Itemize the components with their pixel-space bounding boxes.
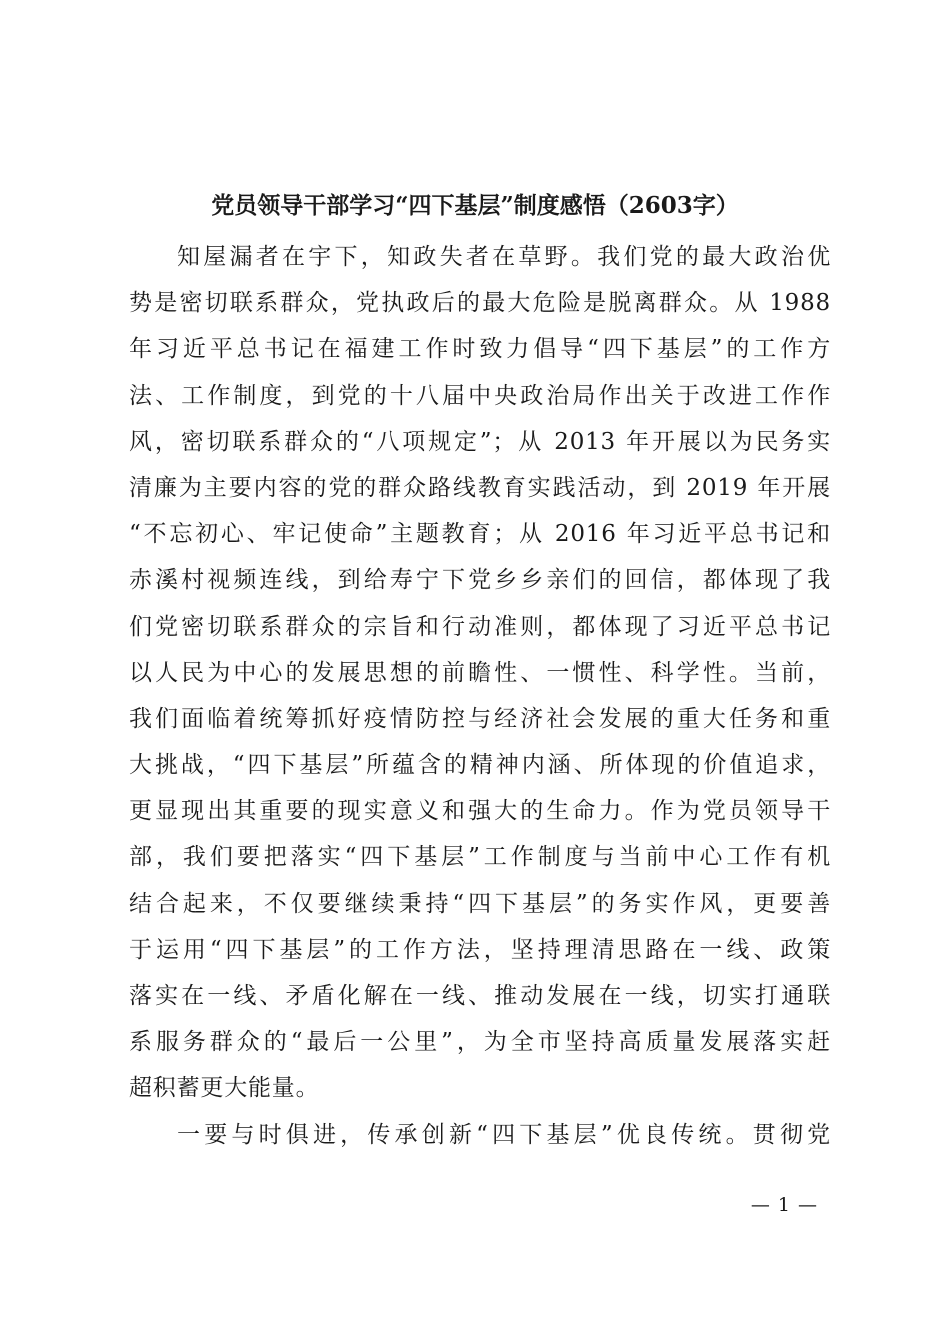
text-line: 大挑战，“四下基层”所蕴含的精神内涵、所体现的价值追求， xyxy=(129,752,831,779)
text-line: 法、工作制度，到党的十八届中央政治局作出关于改进工作作 xyxy=(129,382,831,409)
text-line: 更显现出其重要的现实意义和强大的生命力。作为党员领导干 xyxy=(129,798,831,825)
text-line: 系服务群众的“最后一公里”，为全市坚持高质量发展落实赶 xyxy=(129,1029,831,1056)
text-line: 部，我们要把落实“四下基层”工作制度与当前中心工作有机 xyxy=(129,844,831,871)
text-line: “不忘初心、牢记使命”主题教育；从 2016 年习近平总书记和 xyxy=(129,521,831,548)
text-line: 年习近平总书记在福建工作时致力倡导“四下基层”的工作方 xyxy=(129,336,831,363)
document-body xyxy=(129,234,831,1158)
paragraph-1 xyxy=(129,234,831,1112)
text-line: 结合起来，不仅要继续秉持“四下基层”的务实作风，更要善 xyxy=(129,890,831,917)
text-line: 一要与时俱进，传承创新“四下基层”优良传统。贯彻党 xyxy=(177,1121,831,1148)
text-line: 势是密切联系群众，党执政后的最大危险是脱离群众。从 1988 xyxy=(129,290,831,317)
text-line: 们党密切联系群众的宗旨和行动准则，都体现了习近平总书记 xyxy=(129,613,831,640)
text-line: 知屋漏者在宇下，知政失者在草野。我们党的最大政治优 xyxy=(177,244,831,270)
text-line: 超积蓄更大能量。 xyxy=(129,1075,320,1102)
page-number: — 1 — xyxy=(750,1194,818,1216)
text-line: 落实在一线、矛盾化解在一线、推动发展在一线，切实打通联 xyxy=(129,983,831,1009)
text-line: 清廉为主要内容的党的群众路线教育实践活动，到 2019 年开展 xyxy=(129,474,831,501)
text-line: 以人民为中心的发展思想的前瞻性、一惯性、科学性。当前， xyxy=(129,659,831,686)
text-line: 于运用“四下基层”的工作方法，坚持理清思路在一线、政策 xyxy=(129,936,831,963)
paragraph-2 xyxy=(129,1112,831,1158)
document-title: 党员领导干部学习“四下基层”制度感悟（2603字） xyxy=(211,192,739,219)
text-line: 我们面临着统筹抓好疫情防控与经济社会发展的重大任务和重 xyxy=(129,705,831,732)
text-line: 风，密切联系群众的“八项规定”；从 2013 年开展以为民务实 xyxy=(129,428,831,455)
text-line: 赤溪村视频连线，到给寿宁下党乡乡亲们的回信，都体现了我 xyxy=(129,567,831,594)
